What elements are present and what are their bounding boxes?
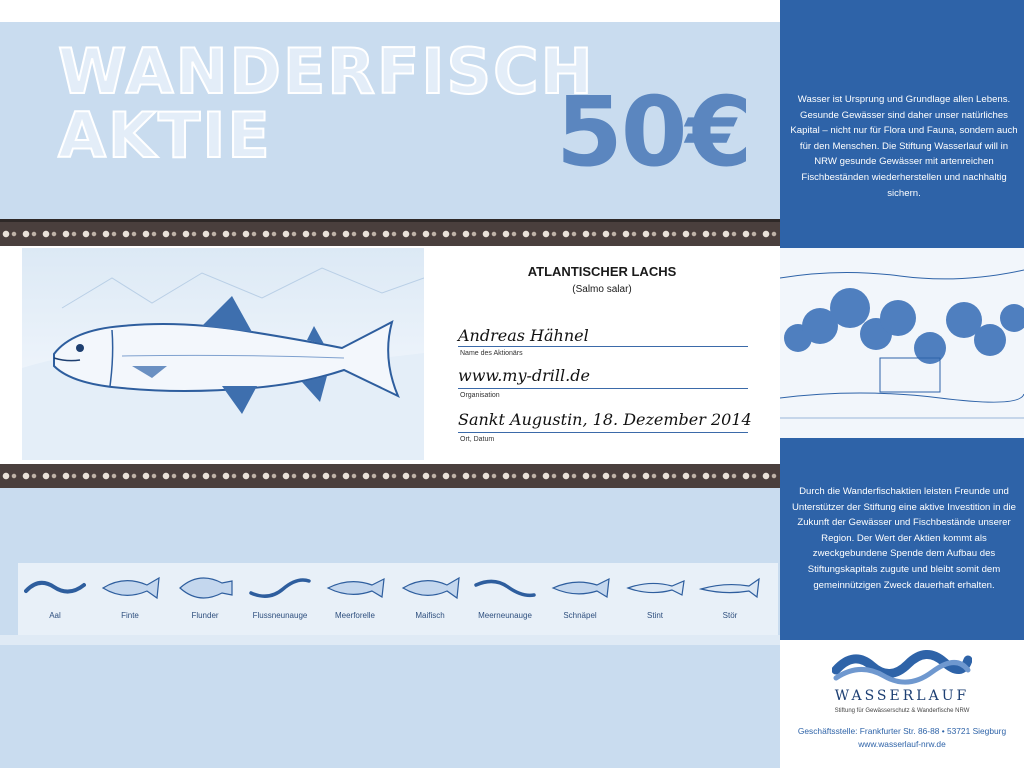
ornament-border-bottom [0, 461, 780, 491]
foundation-subtitle: Stiftung für Gewässerschutz & Wanderfische NRW [834, 708, 970, 714]
footer-stripe [0, 635, 780, 645]
footer-band [0, 488, 780, 768]
fish-item-stoer [693, 563, 767, 635]
salmon-illustration [22, 248, 424, 460]
houting-icon [549, 573, 611, 603]
fish-label: Meerneunauge [478, 611, 532, 620]
title-line-2: AKTIE [58, 99, 272, 172]
flounder-icon [174, 573, 236, 603]
species-name: ATLANTISCHER LACHS [527, 264, 677, 279]
organisation-value: www.my-drill.de [458, 366, 590, 385]
fish-item-stint [618, 563, 692, 635]
fish-item-flussneunauge [243, 563, 317, 635]
certificate-title [58, 35, 595, 172]
landscape-illustration [780, 248, 1024, 438]
field-caption-place-date: Ort, Datum [460, 436, 495, 443]
species-latin-name: (Salmo salar) [572, 284, 632, 295]
shad-icon [99, 573, 161, 603]
fish-item-schnaepel [543, 563, 617, 635]
header-band [0, 0, 780, 222]
smelt-icon [624, 573, 686, 603]
shareholder-info [432, 246, 780, 464]
allis-shad-icon [399, 573, 461, 603]
fish-illustration-panel [22, 248, 424, 460]
share-value: 50€ [556, 76, 751, 188]
foundation-name: WASSERLAUF [834, 688, 970, 704]
fish-label: Aal [49, 611, 61, 620]
field-line [458, 432, 748, 433]
fish-label: Schnäpel [563, 611, 597, 620]
shareholder-name: Andreas Hähnel [458, 326, 589, 345]
fish-label: Flussneunauge [252, 611, 308, 620]
foundation-sidebar [780, 0, 1024, 768]
migratory-fish-row [18, 563, 778, 635]
fish-label: Maifisch [415, 611, 445, 620]
wave-logo-icon [832, 648, 972, 688]
fish-label: Stint [646, 611, 663, 620]
sidebar-intro-text: Wasser ist Ursprung und Grundlage allen Lebens. Gesunde Gewässer sind daher unser natürliches Kapital – nicht nur für Flora und Fauna, sondern auch für den Menschen. Die Stiftung Wasserlauf will in NRW gesunde Gewässer mit artenreichen Fischbeständen wiederherstellen und nachhaltig sichern. [790, 94, 1018, 199]
fish-item-finte [93, 563, 167, 635]
fish-label: Finte [121, 611, 139, 620]
foundation-url: www.wasserlauf-nrw.de [858, 739, 946, 749]
field-caption-organisation: Organisation [460, 392, 500, 399]
fish-label: Flunder [191, 611, 219, 620]
title-line-1: WANDERFISCH [58, 35, 595, 108]
eel-icon [24, 573, 86, 603]
sidebar-body-text: Durch die Wanderfischaktien leisten Freunde und Unterstützer der Stiftung eine aktive Investition in die Zukunft der Gewässer und Fischbestände unserer Region. Der Wert der Aktien kommt als zweckgebundene Spende dem Aufbau des Stiftungskapitals zugute und bleibt somit dem gemeinnützigen Zweck dauerhaft erhalten. [792, 486, 1016, 591]
certificate-body [0, 246, 780, 464]
fish-item-aal [18, 563, 92, 635]
place-date-value: Sankt Augustin, 18. Dezember 2014 [458, 410, 752, 429]
fish-item-meerforelle [318, 563, 392, 635]
top-margin [0, 0, 780, 22]
lamprey-icon [249, 573, 311, 603]
sea-trout-icon [324, 573, 386, 603]
field-line [458, 388, 748, 389]
fish-item-meerneunauge [468, 563, 542, 635]
sea-lamprey-icon [474, 573, 536, 603]
ornament-border-top [0, 219, 780, 249]
field-caption-name: Name des Aktionärs [460, 350, 523, 357]
fish-item-maifisch [393, 563, 467, 635]
foundation-address: Geschäftsstelle: Frankfurter Str. 86-88 • 53721 Siegburg [797, 726, 1007, 736]
fish-item-flunder [168, 563, 242, 635]
field-line [458, 346, 748, 347]
sturgeon-icon [699, 573, 761, 603]
foundation-logo-box [780, 640, 1024, 768]
river-landscape-icon [780, 248, 1024, 438]
fish-label: Stör [722, 611, 738, 620]
fish-label: Meerforelle [334, 611, 375, 620]
